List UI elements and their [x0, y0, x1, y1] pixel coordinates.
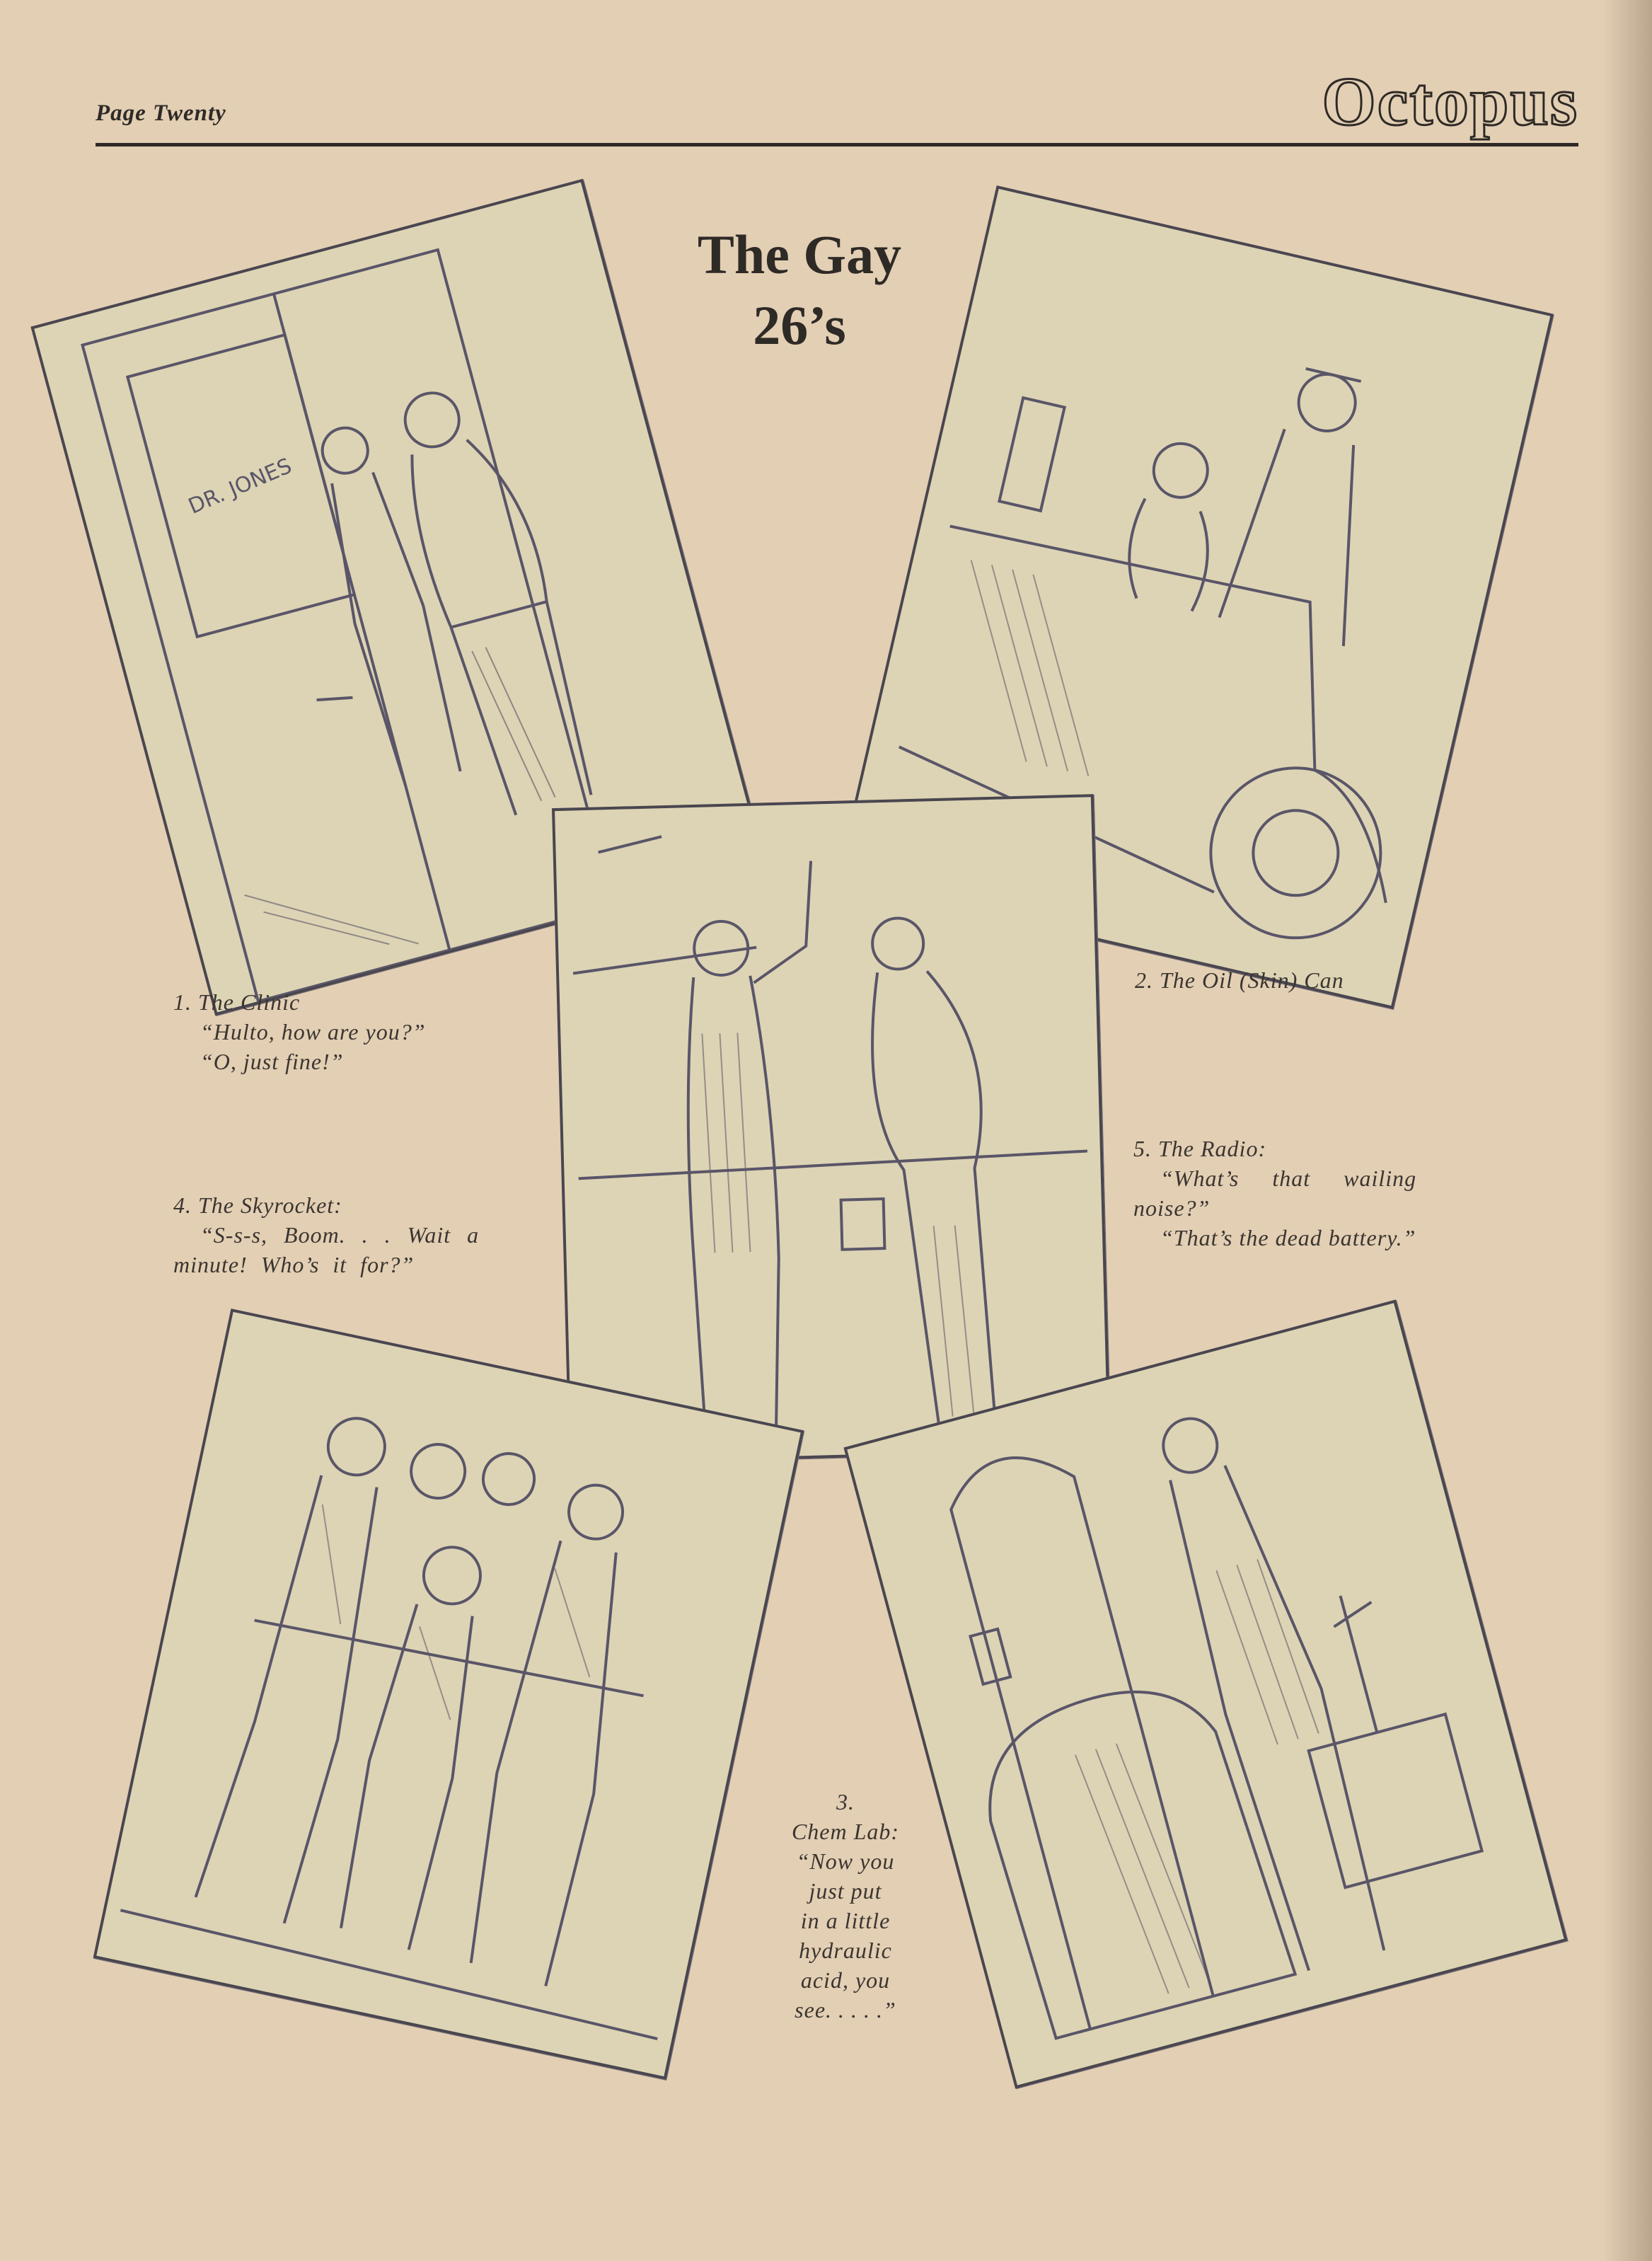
caption-oil-can: [1135, 965, 1344, 995]
caption-chem-lab-line6: see. . . . .”: [795, 1997, 896, 2023]
caption-chem-lab-line4: hydraulic: [799, 1938, 892, 1963]
caption-chem-lab-line1: “Now you: [796, 1848, 895, 1874]
caption-skyrocket-line2: minute! Who’s it for?”: [173, 1252, 415, 1277]
radio-sketch: [847, 1303, 1564, 2085]
caption-radio-line2: noise?”: [1133, 1195, 1211, 1221]
page-number-label: Page Twenty: [96, 100, 226, 126]
caption-skyrocket-line1: “S-s-s, Boom. . . Wait a: [200, 1222, 480, 1248]
caption-radio-heading: 5. The Radio:: [1133, 1136, 1267, 1161]
caption-skyrocket-heading: 4. The Skyrocket:: [173, 1192, 342, 1218]
panel-skyrocket: [93, 1308, 804, 2080]
magazine-title: Octopus: [1322, 64, 1578, 140]
caption-chem-lab-number: 3.: [836, 1789, 855, 1814]
title-line-1: The Gay: [697, 224, 902, 285]
caption-radio-line3: “That’s the dead battery.”: [1160, 1225, 1416, 1250]
panel-radio: [843, 1299, 1567, 2088]
skyrocket-sketch: [96, 1312, 800, 2076]
caption-radio-line1: “What’s that wailing: [1160, 1166, 1417, 1191]
caption-chem-lab: [764, 1787, 927, 2025]
chem-lab-sketch: [555, 797, 1108, 1462]
caption-chem-lab-line3: in a little: [800, 1908, 891, 1933]
panel-chem-lab: [552, 794, 1111, 1465]
header-rule: [96, 143, 1578, 146]
caption-chem-lab-line5: acid, you: [800, 1967, 891, 1993]
caption-clinic-line2: “O, just fine!”: [200, 1049, 344, 1074]
title-line-2: 26’s: [753, 294, 846, 356]
caption-radio: [1133, 1134, 1487, 1253]
door-sign-text: DR. JONES: [185, 454, 296, 519]
caption-clinic: [173, 987, 426, 1076]
page-title: [658, 219, 941, 361]
caption-chem-lab-heading: Chem Lab:: [791, 1819, 900, 1844]
caption-skyrocket: [173, 1190, 531, 1279]
caption-clinic-line1: “Hulto, how are you?”: [200, 1019, 426, 1045]
caption-oil-can-heading: 2. The Oil (Skin) Can: [1135, 967, 1344, 993]
caption-clinic-heading: 1. The Clinic: [173, 989, 301, 1015]
page-edge-shadow: [1602, 0, 1652, 2261]
caption-chem-lab-line2: just put: [809, 1878, 882, 1904]
